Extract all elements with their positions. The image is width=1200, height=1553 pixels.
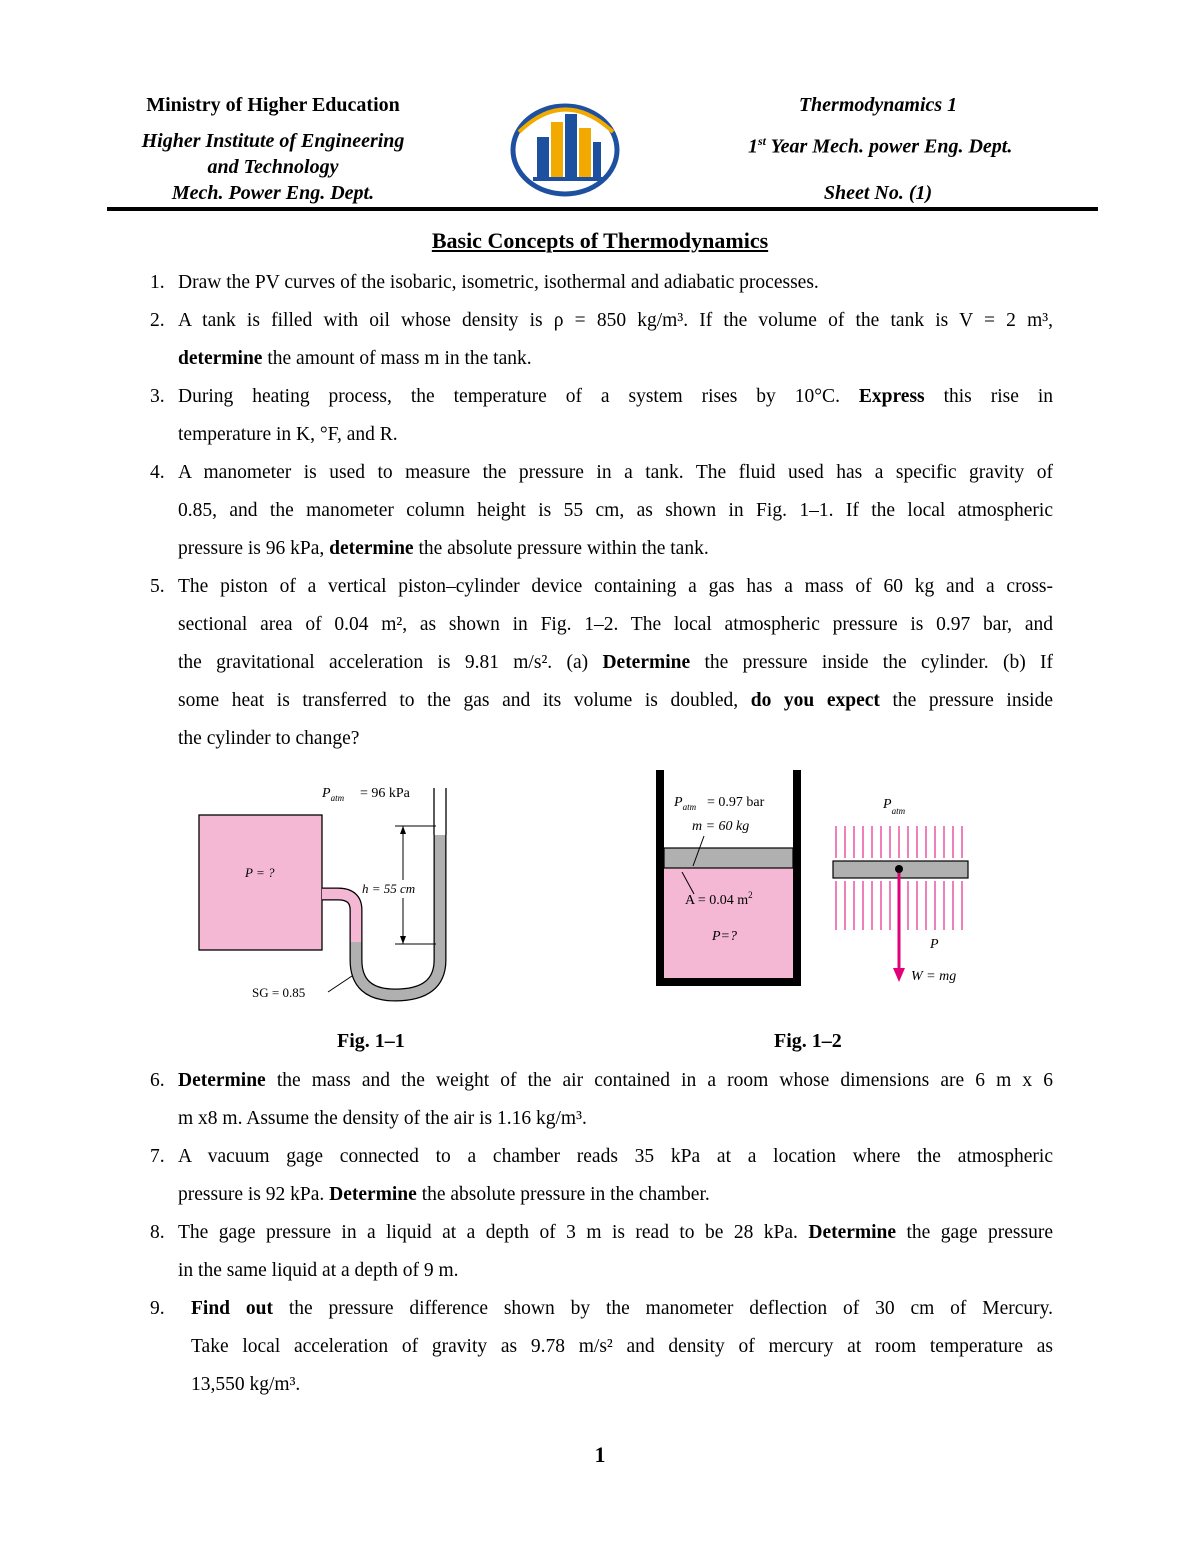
fig2-mass: m = 60 kg [692, 819, 750, 834]
page-title: Basic Concepts of Thermodynamics [431, 228, 769, 253]
fig2-fbd-p: P [930, 937, 939, 952]
fig1-sg-label: SG = 0.85 [252, 985, 306, 1000]
question-text: A manometer is used to measure the pressure in a tank. The fluid used has a specific gravity of [178, 462, 1053, 483]
question-text: sectional area of 0.04 m², as shown in Fig. 1–2. The local atmospheric pressure is 0.97 bar, and [178, 614, 1053, 635]
question-number: 5. [150, 576, 165, 597]
fig2-patm-symbol: $P_{atm}$ [674, 795, 697, 812]
question-text: The gage pressure in a liquid at a depth of 3 m is read to be 28 kPa. Determine the gage pressure [178, 1222, 1053, 1243]
question-text: pressure is 92 kPa. Determine the absolute pressure in the chamber. [178, 1184, 710, 1205]
question-number: 6. [150, 1070, 165, 1091]
question-text: Determine the mass and the weight of the air contained in a room whose dimensions are 6 m x 6 [178, 1070, 1053, 1091]
header-rule [107, 207, 1098, 211]
question-text: The piston of a vertical piston–cylinder device containing a gas has a mass of 60 kg and a cross- [178, 576, 1053, 597]
question-text: During heating process, the temperature of a system rises by 10°C. Express this rise in [178, 386, 1053, 407]
question-number: 8. [150, 1222, 165, 1243]
institute-logo [505, 92, 625, 202]
question-number: 7. [150, 1146, 165, 1167]
fig1-patm-value: = 96 kPa [360, 786, 410, 801]
question-text: the gravitational acceleration is 9.81 m/s². (a) Determine the pressure inside the cylinder. (b) If [178, 652, 1053, 673]
question-number: 1. [150, 272, 165, 293]
fig2-patm-value: = 0.97 bar [707, 795, 765, 810]
fig2-area: A = 0.04 $m^2$ [685, 890, 753, 908]
question-text: Find out the pressure difference shown by the manometer deflection of 30 cm of Mercury. [191, 1298, 1054, 1319]
fig1-patm-symbol: $P_{atm}$ [322, 786, 345, 803]
fig2-inside-pressure: P=? [712, 929, 737, 944]
question-text: 0.85, and the manometer column height is 55 cm, as shown in Fig. 1–1. If the local atmospheric [178, 500, 1053, 521]
figure-1-1-manometer [190, 770, 480, 1020]
question-text: some heat is transferred to the gas and its volume is doubled, do you expect the pressure inside [178, 690, 1053, 711]
header-course: Thermodynamics 1 [798, 94, 958, 116]
fig-1-1-caption: Fig. 1–1 [337, 1030, 405, 1052]
question-number: 2. [150, 310, 165, 331]
question-text: Draw the PV curves of the isobaric, isometric, isothermal and adiabatic processes. [178, 272, 819, 293]
question-text: A tank is filled with oil whose density is ρ = 850 kg/m³. If the volume of the tank is V = 2 m³, [178, 310, 1053, 331]
page-number: 1 [594, 1442, 606, 1467]
question-text: Take local acceleration of gravity as 9.78 m/s² and density of mercury at room temperature as [191, 1336, 1053, 1357]
question-text: m x8 m. Assume the density of the air is 1.16 kg/m³. [178, 1108, 587, 1129]
question-text: A vacuum gage connected to a chamber reads 35 kPa at a location where the atmospheric [178, 1146, 1053, 1167]
header-institute-2: and Technology [207, 156, 339, 178]
question-text: determine the amount of mass m in the tank. [178, 348, 532, 369]
fig-1-2-caption: Fig. 1–2 [774, 1030, 842, 1052]
question-text: pressure is 96 kPa, determine the absolute pressure within the tank. [178, 538, 709, 559]
fig2-fbd-weight: W = mg [911, 969, 957, 984]
fig2-free-body-diagram [833, 797, 968, 984]
header-department: Mech. Power Eng. Dept. [171, 182, 375, 204]
question-text: the cylinder to change? [178, 728, 360, 749]
question-number: 9. [150, 1298, 165, 1319]
header-institute: Higher Institute of Engineering [141, 130, 405, 152]
question-number: 4. [150, 462, 165, 483]
header-ministry: Ministry of Higher Education [146, 94, 400, 116]
question-text: 13,550 kg/m³. [191, 1374, 301, 1395]
question-text: in the same liquid at a depth of 9 m. [178, 1260, 459, 1281]
question-text: temperature in K, °F, and R. [178, 424, 398, 445]
header-sheet-no: Sheet No. (1) [823, 182, 933, 204]
fig2-fbd-patm: $P_{atm}$ [883, 797, 906, 816]
header-year: 1st Year Mech. power Eng. Dept. [748, 134, 1013, 158]
fig1-height-label: h = 55 cm [362, 881, 416, 896]
question-number: 3. [150, 386, 165, 407]
fig1-tank-pressure: P = ? [245, 865, 275, 880]
figure-1-2-piston-cylinder [650, 768, 980, 990]
